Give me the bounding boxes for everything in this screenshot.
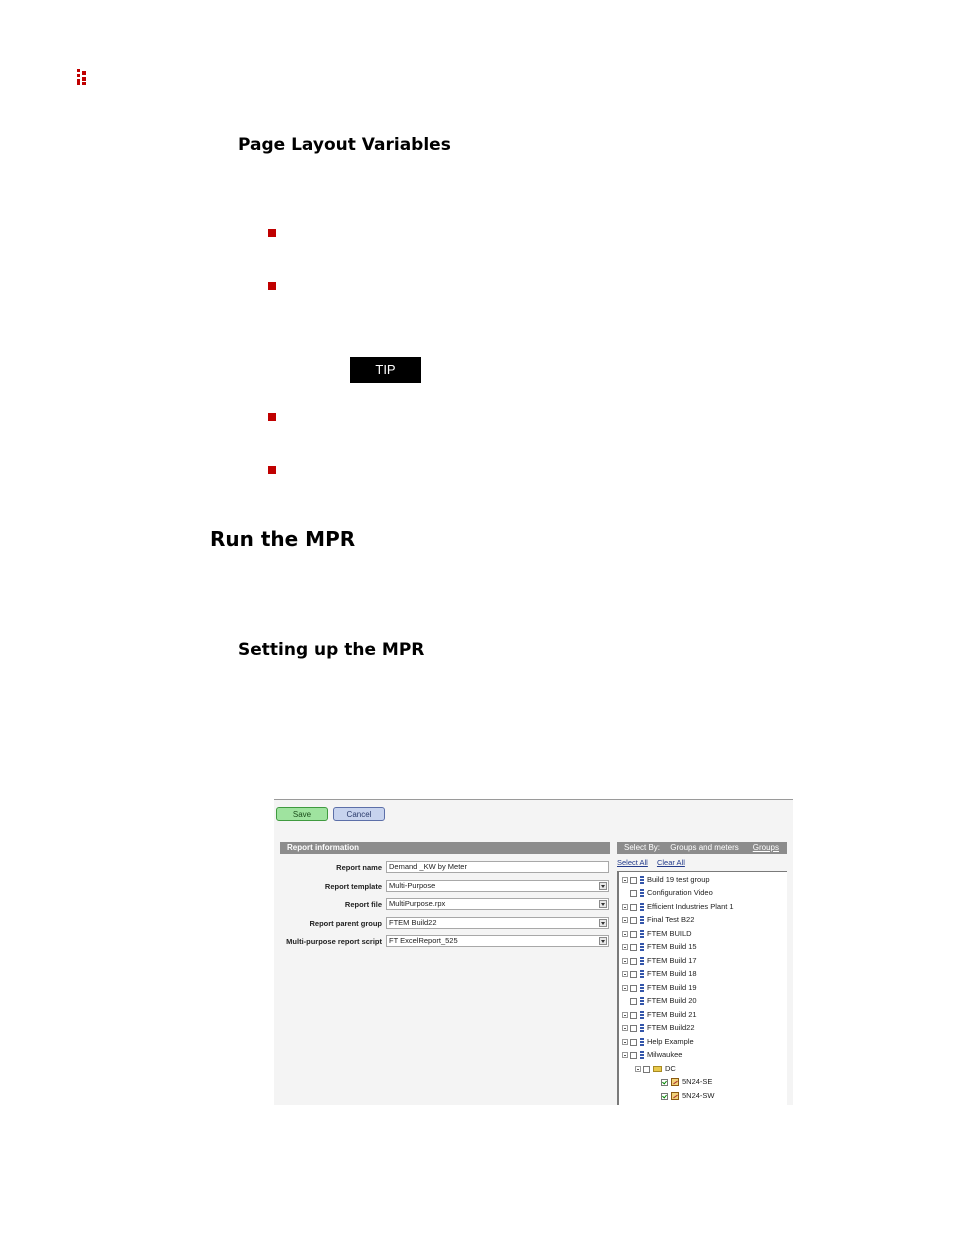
- report-parent-group-value: FTEM Build22: [389, 918, 437, 927]
- tree-item-label: Configuration Video: [647, 888, 713, 897]
- cancel-button[interactable]: Cancel: [333, 807, 385, 821]
- tree-item[interactable]: [622, 941, 697, 953]
- tree-item-label: Build 19 test group: [647, 875, 710, 884]
- tree-item[interactable]: [622, 914, 694, 926]
- bullet-marker: [268, 413, 276, 421]
- checkbox-checked[interactable]: [661, 1079, 668, 1086]
- meter-group-icon: [640, 930, 644, 938]
- groups-link[interactable]: Groups: [752, 843, 779, 852]
- expand-icon[interactable]: [622, 1012, 628, 1018]
- group-tree[interactable]: [617, 871, 787, 1105]
- meter-group-icon: [640, 916, 644, 924]
- checkbox[interactable]: [643, 1066, 650, 1073]
- report-template-label: Report template: [324, 882, 382, 891]
- select-by-mode: Groups and meters: [670, 843, 739, 852]
- report-name-input[interactable]: Demand _KW by Meter: [386, 861, 609, 873]
- report-script-select[interactable]: [386, 935, 609, 947]
- folder-icon: [653, 1066, 662, 1072]
- meter-group-icon: [640, 943, 644, 951]
- meter-group-icon: [640, 876, 644, 884]
- checkbox[interactable]: [630, 917, 637, 924]
- tree-item-label: Efficient Industries Plant 1: [647, 902, 734, 911]
- divider: [274, 799, 793, 800]
- tree-item[interactable]: [635, 1063, 676, 1075]
- select-by-header: [617, 842, 787, 854]
- chevron-down-icon[interactable]: [599, 937, 607, 945]
- tree-item[interactable]: [622, 874, 710, 886]
- report-script-label: Multi-purpose report script: [286, 937, 382, 946]
- tree-item-label: Milwaukee: [647, 1050, 683, 1059]
- chevron-down-icon[interactable]: [599, 882, 607, 890]
- tree-item[interactable]: [661, 1090, 715, 1102]
- save-button[interactable]: Save: [276, 807, 328, 821]
- bullet-marker: [268, 466, 276, 474]
- report-file-select[interactable]: [386, 898, 609, 910]
- chevron-down-icon[interactable]: [599, 900, 607, 908]
- tree-item-label: FTEM Build 19: [647, 983, 697, 992]
- expand-icon[interactable]: [622, 904, 628, 910]
- checkbox[interactable]: [630, 958, 637, 965]
- bullet-marker: [268, 229, 276, 237]
- section-heading-run-mpr: Run the MPR: [210, 527, 356, 551]
- expand-icon[interactable]: [622, 931, 628, 937]
- checkbox-checked[interactable]: [661, 1093, 668, 1100]
- report-name-label: Report name: [336, 863, 382, 872]
- report-template-select[interactable]: [386, 880, 609, 892]
- checkbox[interactable]: [630, 890, 637, 897]
- tree-item[interactable]: [622, 1036, 694, 1048]
- tree-item[interactable]: [622, 1049, 682, 1061]
- expand-icon[interactable]: [622, 1025, 628, 1031]
- tree-item-label: 5N24-SE: [682, 1077, 713, 1086]
- tree-item[interactable]: [622, 955, 697, 967]
- report-template-value: Multi-Purpose: [389, 881, 436, 890]
- checkbox[interactable]: [630, 931, 637, 938]
- clear-all-link[interactable]: Clear All: [656, 858, 685, 867]
- meter-group-icon: [640, 984, 644, 992]
- tree-item-label: Help Example: [647, 1037, 694, 1046]
- meter-group-icon: [640, 997, 644, 1005]
- chevron-down-icon[interactable]: [599, 919, 607, 927]
- meter-group-icon: [640, 1011, 644, 1019]
- tree-item[interactable]: [622, 1022, 695, 1034]
- checkbox[interactable]: [630, 985, 637, 992]
- expand-icon[interactable]: [622, 985, 628, 991]
- expand-icon[interactable]: [622, 1039, 628, 1045]
- tree-item-label: FTEM Build 20: [647, 996, 697, 1005]
- expand-icon[interactable]: [622, 877, 628, 883]
- section-heading-page-layout: Page Layout Variables: [238, 135, 451, 155]
- tree-item-label: FTEM Build22: [647, 1023, 695, 1032]
- checkbox[interactable]: [630, 1025, 637, 1032]
- section-heading-setting-up: Setting up the MPR: [238, 640, 425, 660]
- collapse-icon[interactable]: [635, 1066, 641, 1072]
- report-information-header: Report information: [280, 842, 610, 854]
- report-script-value: FT ExcelReport_525: [389, 936, 458, 945]
- tree-item[interactable]: [630, 887, 713, 899]
- checkbox[interactable]: [630, 877, 637, 884]
- meter-group-icon: [640, 1024, 644, 1032]
- checkbox[interactable]: [630, 998, 637, 1005]
- tree-item-label: FTEM Build 21: [647, 1010, 697, 1019]
- select-all-link[interactable]: Select All: [617, 858, 648, 867]
- meter-group-icon: [640, 903, 644, 911]
- report-parent-group-label: Report parent group: [309, 919, 382, 928]
- tree-item[interactable]: [661, 1076, 712, 1088]
- tree-item-label: DC: [665, 1064, 676, 1073]
- report-file-value: MultiPurpose.rpx: [389, 899, 446, 908]
- meter-device-icon: [671, 1078, 679, 1086]
- select-by-label: Select By:: [624, 843, 661, 852]
- tree-item-label: FTEM Build 17: [647, 956, 697, 965]
- expand-icon[interactable]: [622, 958, 628, 964]
- meter-group-icon: [640, 970, 644, 978]
- report-setup-screenshot: [274, 799, 793, 1105]
- meter-group-icon: [640, 889, 644, 897]
- expand-icon[interactable]: [622, 971, 628, 977]
- meter-device-icon: [671, 1092, 679, 1100]
- tree-item-label: FTEM Build 15: [647, 942, 697, 951]
- selection-actions: [617, 858, 692, 867]
- tree-item[interactable]: [622, 1009, 697, 1021]
- report-parent-group-select[interactable]: [386, 917, 609, 929]
- checkbox[interactable]: [630, 944, 637, 951]
- tree-item[interactable]: [630, 995, 697, 1007]
- report-file-label: Report file: [344, 900, 382, 909]
- tree-item-label: FTEM BUILD: [647, 929, 692, 938]
- meter-group-icon: [640, 957, 644, 965]
- collapse-icon[interactable]: [622, 1052, 628, 1058]
- checkbox[interactable]: [630, 1012, 637, 1019]
- checkbox[interactable]: [630, 1039, 637, 1046]
- tree-item[interactable]: [622, 901, 734, 913]
- tree-item[interactable]: [622, 968, 697, 980]
- checkbox[interactable]: [630, 904, 637, 911]
- expand-icon[interactable]: [622, 917, 628, 923]
- tip-label: TIP: [350, 357, 421, 383]
- meter-group-icon: [640, 1051, 644, 1059]
- meter-group-icon: [640, 1038, 644, 1046]
- expand-icon[interactable]: [622, 944, 628, 950]
- tree-item-label: Final Test B22: [647, 915, 695, 924]
- document-logo-icon: [77, 69, 90, 85]
- tree-item-label: 5N24-SW: [682, 1091, 715, 1100]
- tree-item[interactable]: [622, 982, 697, 994]
- tree-item-label: FTEM Build 18: [647, 969, 697, 978]
- checkbox[interactable]: [630, 1052, 637, 1059]
- tree-item[interactable]: [622, 928, 692, 940]
- bullet-marker: [268, 282, 276, 290]
- checkbox[interactable]: [630, 971, 637, 978]
